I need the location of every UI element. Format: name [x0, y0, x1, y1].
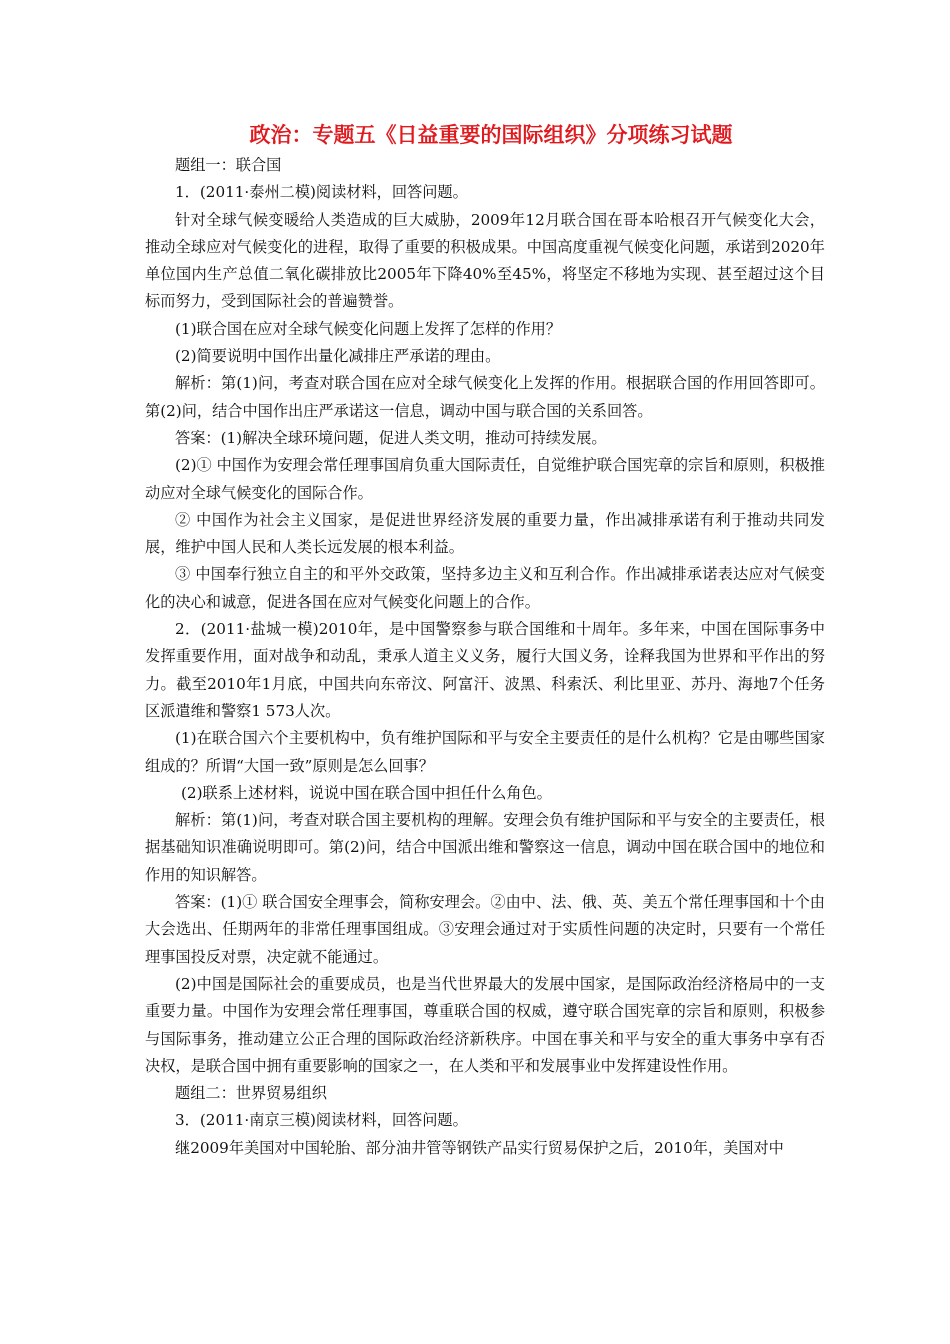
question-1-analysis: 解析：第(1)问，考查对联合国在应对全球气候变化上发挥的作用。根据联合国的作用回答即可。第(2)问，结合中国作出庄严承诺这一信息，调动中国与联合国的关系回答。 — [145, 374, 825, 420]
document-page — [145, 120, 825, 1162]
question-1-answer-2c: ③ 中国奉行独立自主的和平外交政策，坚持多边主义和互利合作。作出减排承诺表达应对气候变化的决心和诚意，促进各国在应对气候变化问题上的合作。 — [145, 565, 825, 611]
section-heading-un: 题组一：联合国 — [175, 156, 282, 174]
question-2-material: 2．(2011·盐城一模)2010年，是中国警察参与联合国维和十周年。多年来，中国在国际事务中发挥重要作用，面对战争和动乱，秉承人道主义义务，履行大国义务，诠释我国为世界和平作出的努力。截至2010年1月底，中国共向东帝汶、阿富汗、波黑、科索沃、利比里亚、苏丹、海地7个任务区派遣维和警察1 573人次。 — [145, 620, 825, 720]
question-2-analysis: 解析：第(1)问，考查对联合国主要机构的理解。安理会负有维护国际和平与安全的主要责任，根据基础知识准确说明即可。第(2)问，结合中国派出维和警察这一信息，调动中国在联合国中的地位和作用的知识解答。 — [145, 811, 825, 884]
question-1-answer-2b: ② 中国作为社会主义国家，是促进世界经济发展的重要力量，作出减排承诺有利于推动共同发展，维护中国人民和人类长远发展的根本利益。 — [145, 510, 825, 557]
question-1-part-1: (1)联合国在应对全球气候变化问题上发挥了怎样的作用？ — [175, 319, 562, 338]
question-2-answer-1: 答案：(1)① 联合国安全理事会，简称安理会。②由中、法、俄、英、美五个常任理事国和十个由大会选出、任期两年的非常任理事国组成。③安理会通过对于实质性问题的决定时，只要有一个常任理事国投反对票，决定就不能通过。 — [145, 893, 825, 966]
question-2-part-2: (2)联系上述材料，说说中国在联合国中担任什么角色。 — [181, 783, 552, 802]
question-1-answer-2a: (2)① 中国作为安理会常任理事国肩负重大国际责任，自觉维护联合国宪章的宗旨和原则，积极推动应对全球气候变化的国际合作。 — [145, 456, 825, 502]
question-1-material: 针对全球气候变暖给人类造成的巨大威胁，2009年12月联合国在哥本哈根召开气候变化大会，推动全球应对气候变化的进程，取得了重要的积极成果。中国高度重视气候变化问题，承诺到2020年单位国内生产总值二氧化碳排放比2005年下降40%至45%，将坚定不移地为实现、甚至超过这个目标而努力，受到国际社会的普遍赞誉。 — [145, 210, 825, 311]
question-3-material: 继2009年美国对中国轮胎、部分油井管等钢铁产品实行贸易保护之后，2010年，美国对中 — [175, 1138, 784, 1157]
question-2-part-1: (1)在联合国六个主要机构中，负有维护国际和平与安全主要责任的是什么机构？它是由哪些国家组成的？所谓“大国一致”原则是怎么回事？ — [145, 729, 825, 775]
question-1-part-2: (2)简要说明中国作出量化减排庄严承诺的理由。 — [175, 347, 501, 366]
question-1-answer-1: 答案：(1)解决全球环境问题，促进人类文明，推动可持续发展。 — [175, 428, 607, 447]
question-1-heading: 1．(2011·泰州二模)阅读材料，回答问题。 — [175, 183, 468, 202]
question-2-answer-2: (2)中国是国际社会的重要成员，也是当代世界最大的发展中国家，是国际政治经济格局中的一支重要力量。中国作为安理会常任理事国，尊重联合国的权威，遵守联合国宪章的宗旨和原则，积极参与国际事务，推动建立公正合理的国际政治经济新秩序。中国在事关和平与安全的重大事务中享有否决权，是联合国中拥有重要影响的国家之一，在人类和平和发展事业中发挥建设性作用。 — [145, 974, 825, 1075]
document-title: 政治：专题五《日益重要的国际组织》分项练习试题 — [249, 123, 733, 147]
section-heading-wto: 题组二：世界贸易组织 — [175, 1084, 327, 1103]
question-3-heading: 3．(2011·南京三模)阅读材料，回答问题。 — [175, 1111, 468, 1130]
